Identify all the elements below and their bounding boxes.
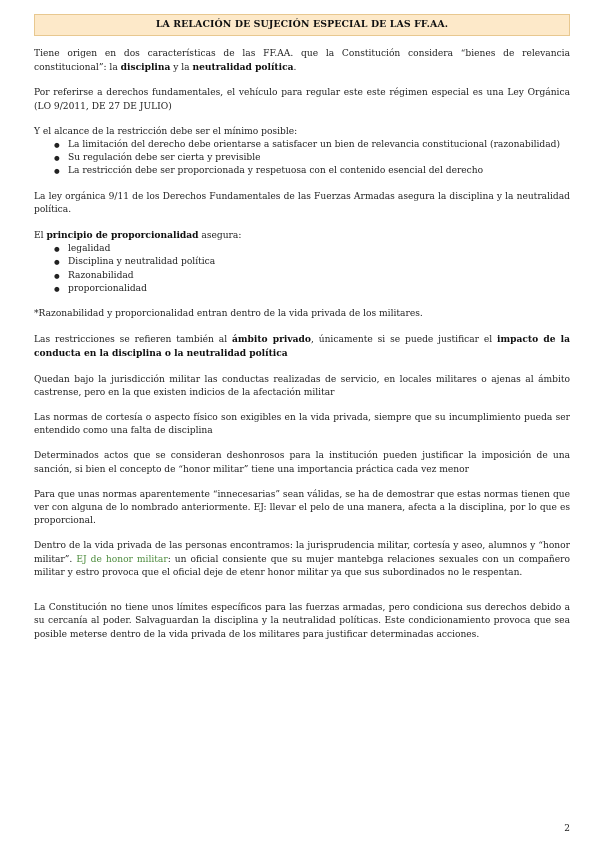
list-item: ● La limitación del derecho debe orientarse a satisfacer un bien de relevancia constitucional (razonabilidad) xyxy=(34,139,570,152)
list-item: ● La restricción debe ser proporcionada y respetuosa con el contenido esencial del derecho xyxy=(34,165,570,178)
list-item: ● Razonabilidad xyxy=(34,270,570,283)
paragraph-cortesia: Las normas de cortesía o aspecto físico son exigibles en la vida privada, siempre que su incumplimiento pueda ser entendido como una falta de disciplina xyxy=(34,413,570,437)
list-item: ● Su regulación debe ser cierta y previsible xyxy=(34,152,570,165)
bullet-list-proporcionalidad xyxy=(34,243,570,296)
paragraph-ambito-privado: Las restricciones se refieren también al ámbito privado, únicamente si se puede justificar el impacto de la conducta en la disciplina o la neutralidad política xyxy=(34,334,570,360)
keyword-proporcionalidad: principio de proporcionalidad xyxy=(46,230,199,242)
keyword-neutralidad: neutralidad política xyxy=(192,62,294,74)
paragraph-deshonrosos: Determinados actos que se consideran deshonrosos para la institución pueden justificar la imposición de una sanción, si bien el concepto de “honor militar” tiene una importancia práctica cada vez menor xyxy=(34,451,570,475)
bullet-list-alcance xyxy=(34,139,570,179)
page-title: LA RELACIÓN DE SUJECIÓN ESPECIAL DE LAS FF.AA. xyxy=(34,14,570,36)
paragraph-constitucion: La Constitución no tiene unos límites específicos para las fuerzas armadas, pero condiciona sus derechos debido a su cercanía al poder. Salvaguardan la disciplina y la neutralidad políticas. Este condicionamiento provoca que sea posible meterse dentro de la vida privada de los militares para justificar determinadas acciones. xyxy=(34,603,570,640)
paragraph-origin: Tiene origen en dos características de las FF.AA. que la Constitución considera “bienes de relevancia constitucional”: la disciplina y la neutralidad política. xyxy=(34,49,570,74)
list-item: ● proporcionalidad xyxy=(34,283,570,296)
paragraph-alcance: Y el alcance de la restricción debe ser el mínimo posible: xyxy=(34,126,298,137)
page-number: 2 xyxy=(564,824,570,834)
document-page xyxy=(34,14,570,654)
paragraph-normas: Para que unas normas aparentemente “innecesarias” sean válidas, se ha de demostrar que estas normas tienen que ver con alguna de lo nombrado anteriormente. EJ: llevar el pelo de una manera, afecta a la disciplina, por lo que es proporcional. xyxy=(34,489,570,527)
keyword-impacto: impacto de la conducta en la disciplina o la neutralidad política xyxy=(34,334,570,360)
paragraph-ley-organica: Por referirse a derechos fundamentales, el vehículo para regular este este régimen especial es una Ley Orgánica (LO 9/2011, DE 27 DE JULIO) xyxy=(34,88,570,112)
paragraph-proporcionalidad: El principio de proporcionalidad asegura: xyxy=(34,230,242,242)
paragraph-jurisdiccion: Quedan bajo la jurisdicción militar las conductas realizadas de servicio, en locales militares o ajenas al ámbito castrense, pero en la que existen indicios de la afectación militar xyxy=(34,374,570,398)
paragraph-ley-9-11: La ley orgánica 9/11 de los Derechos Fundamentales de las Fuerzas Armadas asegura la disciplina y la neutralidad política. xyxy=(34,191,570,215)
keyword-disciplina: disciplina xyxy=(120,62,171,74)
paragraph-vida-privada: Dentro de la vida privada de las personas encontramos: la jurisprudencia militar, cortesía y aseo, alumnos y “honor militar”. EJ de honor militar: un oficial consiente que su mujer mantebga relaciones sexuales con un compañero militar y estro provoca que el oficial deje de etenr honor militar ya que sus subordinados no le respentan. xyxy=(34,541,570,578)
example-label: EJ de honor militar xyxy=(76,554,168,565)
paragraph-note: *Razonabilidad y proporcionalidad entran dentro de la vida privada de los militares. xyxy=(34,309,423,320)
keyword-ambito-privado: ámbito privado xyxy=(232,334,311,346)
list-item: ● legalidad xyxy=(34,243,570,256)
list-item: ● Disciplina y neutralidad política xyxy=(34,256,570,269)
